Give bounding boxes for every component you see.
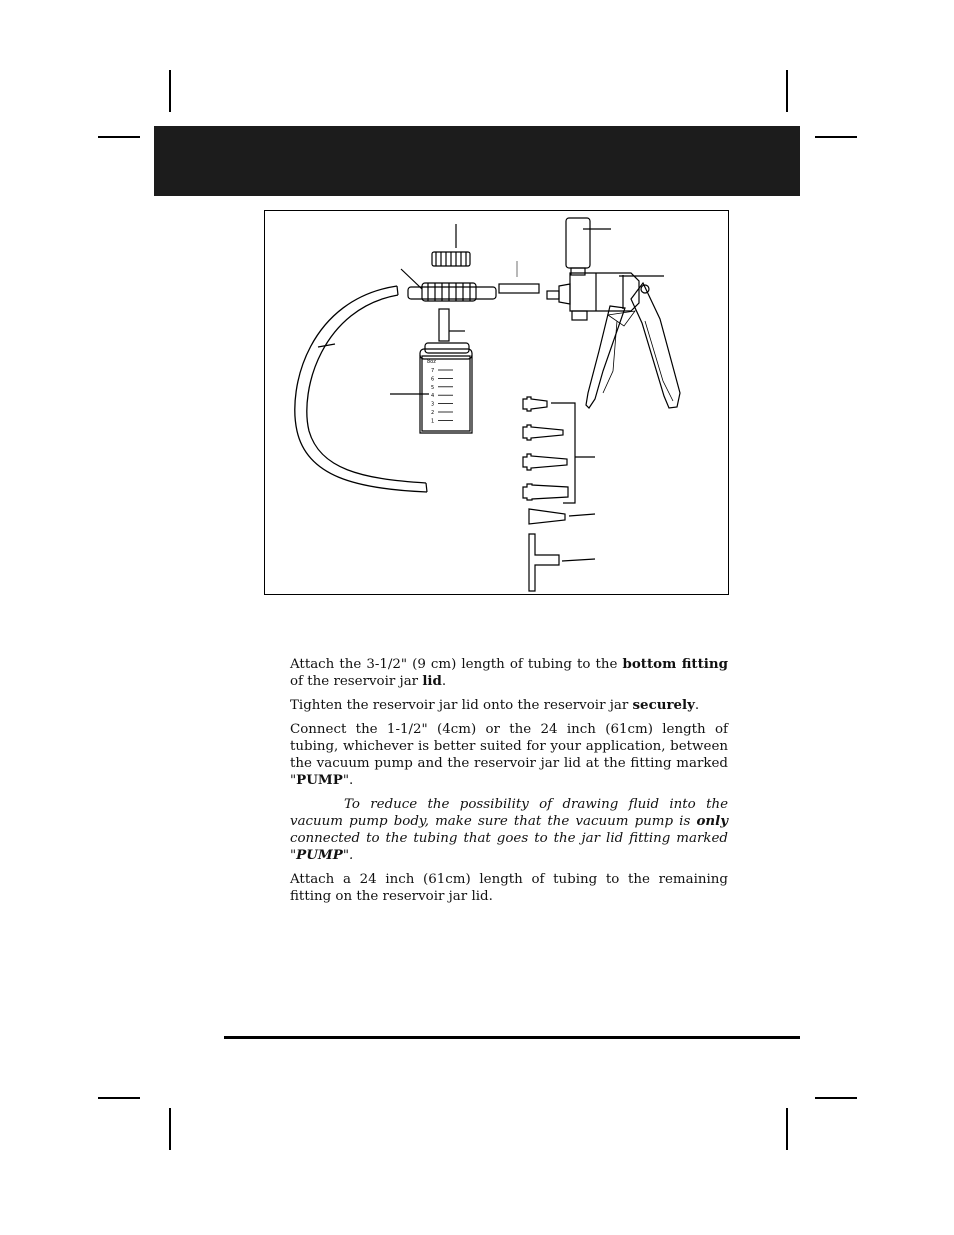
parts-diagram-svg xyxy=(265,211,730,596)
lid-fitting-leader-line xyxy=(401,269,422,289)
crop-mark-bottom-right-horizontal xyxy=(815,1097,857,1099)
jar-scale-top-label: 8oz xyxy=(427,359,436,365)
bold-text: PUMP xyxy=(296,847,343,863)
step-tighten-lid xyxy=(290,697,728,714)
footer-rule xyxy=(224,1036,800,1039)
step-attach-long-tubing xyxy=(290,871,728,905)
section-header-bar xyxy=(154,126,800,196)
bold-text: only xyxy=(696,813,728,829)
adapter-set-drawing xyxy=(523,397,575,503)
jar-lid-cap-drawing xyxy=(432,252,470,266)
vacuum-pump-drawing xyxy=(547,218,680,408)
step-attach-short-tubing xyxy=(290,656,728,690)
text-run: Tighten the reservoir jar lid onto the reservoir jar xyxy=(290,698,633,713)
parts-diagram-figure xyxy=(264,210,729,595)
crop-mark-bottom-right-vertical xyxy=(786,1108,788,1150)
crop-mark-top-right-horizontal xyxy=(815,136,857,138)
jar-scale-number: 6 xyxy=(431,376,435,383)
tee-fitting-drawing xyxy=(529,534,559,591)
text-run: . xyxy=(694,698,700,713)
tee-fitting-leader-line xyxy=(562,559,595,561)
short-tube-drawing xyxy=(439,309,449,341)
crop-mark-top-right-vertical xyxy=(786,70,788,112)
crop-mark-top-left-vertical xyxy=(169,70,171,112)
bold-text: bottom fitting xyxy=(622,656,728,672)
caution-note xyxy=(290,796,728,864)
connector-tube-drawing xyxy=(499,284,539,293)
text-run: Connect the 1-1/2" (4cm) or the 24 inch (61cm) length of tubing, whichever is better suited for your application, between the vacuum pump and the reservoir jar lid at the fitting marked " xyxy=(290,722,728,788)
jar-scale-number: 3 xyxy=(431,401,435,408)
bold-text: lid xyxy=(422,673,442,689)
text-run: To reduce the possibility of drawing fluid into the vacuum pump body, make sure that the vacuum pump is xyxy=(290,797,728,829)
jar-scale-marks xyxy=(431,368,453,424)
text-run: . xyxy=(441,674,447,689)
jar-lid-fittings-drawing xyxy=(408,283,496,301)
long-tubing-drawing xyxy=(295,286,427,492)
bold-text: PUMP xyxy=(296,772,343,788)
bold-text: securely xyxy=(632,697,695,713)
step-connect-pump-tubing xyxy=(290,721,728,789)
text-run: of the reservoir jar xyxy=(290,674,423,689)
text-run: ". xyxy=(342,773,354,788)
crop-mark-bottom-left-vertical xyxy=(169,1108,171,1150)
jar-scale-number: 1 xyxy=(431,418,435,425)
text-run: Attach the 3-1/2" (9 cm) length of tubing to the xyxy=(290,657,623,672)
text-run: Attach a 24 inch (61cm) length of tubing to the remaining fitting on the reservoir jar lid. xyxy=(290,872,728,904)
instructions-text xyxy=(290,656,728,912)
text-run: connected to the tubing that goes to the jar lid fitting marked " xyxy=(290,831,728,863)
jar-scale-number: 7 xyxy=(431,368,435,374)
crop-mark-bottom-left-horizontal xyxy=(98,1097,140,1099)
funnel-adapter-drawing xyxy=(529,509,565,524)
jar-scale-number: 5 xyxy=(431,384,435,391)
reservoir-jar-drawing xyxy=(420,343,472,433)
funnel-adapter-leader-line xyxy=(569,514,595,516)
jar-scale-number: 4 xyxy=(431,393,435,400)
jar-scale-number: 2 xyxy=(431,410,435,416)
crop-mark-top-left-horizontal xyxy=(98,136,140,138)
text-run: ". xyxy=(342,848,354,863)
